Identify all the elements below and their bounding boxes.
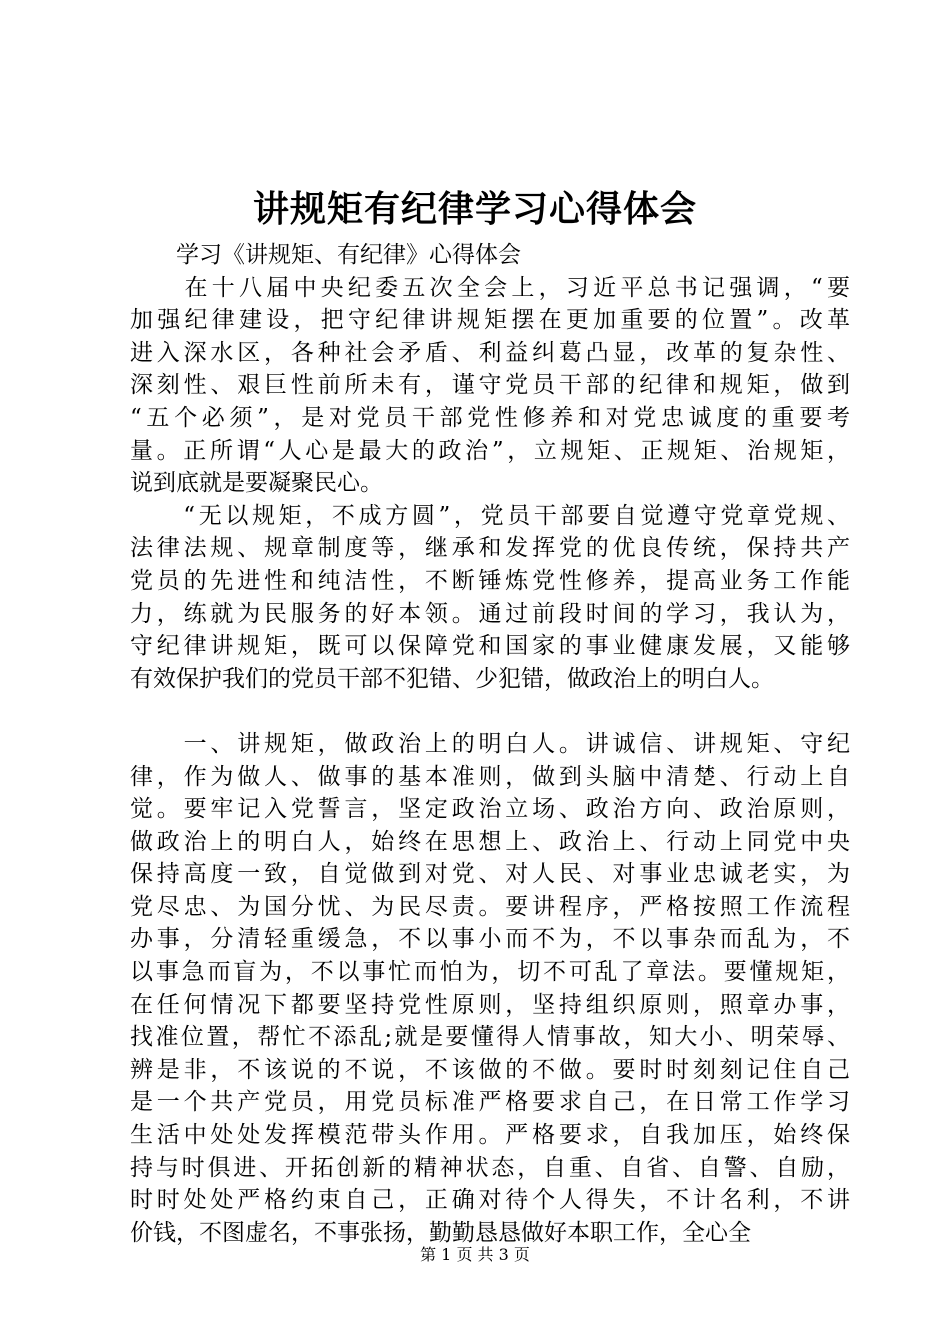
- document-title: 讲规矩有纪律学习心得体会: [252, 188, 697, 230]
- text-line: 守纪律讲规矩，既可以保障党和国家的事业健康发展，又能够: [130, 633, 850, 660]
- text-line: 做政治上的明白人，始终在思想上、政治上、行动上同党中央: [130, 828, 850, 855]
- text-line: 持与时俱进、开拓创新的精神状态，自重、自省、自警、自励，: [130, 1154, 850, 1181]
- text-line: 以事急而盲为，不以事忙而怕为，切不可乱了章法。要懂规矩，: [130, 959, 850, 986]
- text-line: 一、讲规矩，做政治上的明白人。讲诚信、讲规矩、守纪: [130, 730, 850, 757]
- text-line: 是一个共产党员，用党员标准严格要求自己，在日常工作学习: [130, 1089, 850, 1116]
- text-line: 时时处处严格约束自己，正确对待个人得失，不计名利，不讲: [130, 1187, 850, 1214]
- text-line: 学习《讲规矩、有纪律》心得体会: [130, 242, 521, 268]
- text-line: 党员的先进性和纯洁性，不断锤炼党性修养，提高业务工作能: [130, 567, 850, 594]
- blank-line: [130, 695, 850, 728]
- text-line: “无以规矩，不成方圆”，党员干部要自觉遵守党章党规、: [130, 502, 850, 529]
- text-line: 有效保护我们的党员干部不犯错、少犯错，做政治上的明白人。: [130, 665, 774, 692]
- text-line: 觉。要牢记入党誓言，坚定政治立场、政治方向、政治原则，: [130, 796, 850, 823]
- text-line: 价钱，不图虚名，不事张扬，勤勤恳恳做好本职工作，全心全: [130, 1219, 751, 1246]
- document-body: [130, 239, 850, 1249]
- text-line: 进入深水区，各种社会矛盾、利益纠葛凸显，改革的复杂性、: [130, 339, 850, 366]
- text-line: 辨是非，不该说的不说，不该做的不做。要时时刻刻记住自己: [130, 1056, 850, 1083]
- text-line: 办事，分清轻重缓急，不以事小而不为，不以事杂而乱为，不: [130, 926, 850, 953]
- text-line: “五个必须”，是对党员干部党性修养和对党忠诚度的重要考: [130, 404, 850, 431]
- text-line: 说到底就是要凝聚民心。: [130, 470, 383, 497]
- text-line: 律，作为做人、做事的基本准则，做到头脑中清楚、行动上自: [130, 763, 850, 790]
- text-line: 深刻性、艰巨性前所未有，谨守党员干部的纪律和规矩，做到: [130, 372, 850, 399]
- text-line: 党尽忠、为国分忧、为民尽责。要讲程序，严格按照工作流程: [130, 893, 850, 920]
- page-footer: 第 1 页 共 3 页: [420, 1245, 530, 1264]
- text-line: 在十八届中央纪委五次全会上，习近平总书记强调，“要: [130, 274, 850, 301]
- text-line: 量。正所谓“人心是最大的政治”，立规矩、正规矩、治规矩，: [130, 437, 850, 464]
- text-line: 法律法规、规章制度等，继承和发挥党的优良传统，保持共产: [130, 535, 850, 562]
- text-line: 保持高度一致，自觉做到对党、对人民、对事业忠诚老实，为: [130, 861, 850, 888]
- text-line: 在任何情况下都要坚持党性原则，坚持组织原则，照章办事，: [130, 991, 850, 1018]
- text-line: 生活中处处发挥模范带头作用。严格要求，自我加压，始终保: [130, 1122, 850, 1149]
- text-line: 加强纪律建设，把守纪律讲规矩摆在更加重要的位置”。改革: [130, 307, 850, 334]
- text-line: 找准位置，帮忙不添乱;就是要懂得人情事故，知大小、明荣辱、: [130, 1024, 850, 1051]
- text-line: 力，练就为民服务的好本领。通过前段时间的学习，我认为，: [130, 600, 850, 627]
